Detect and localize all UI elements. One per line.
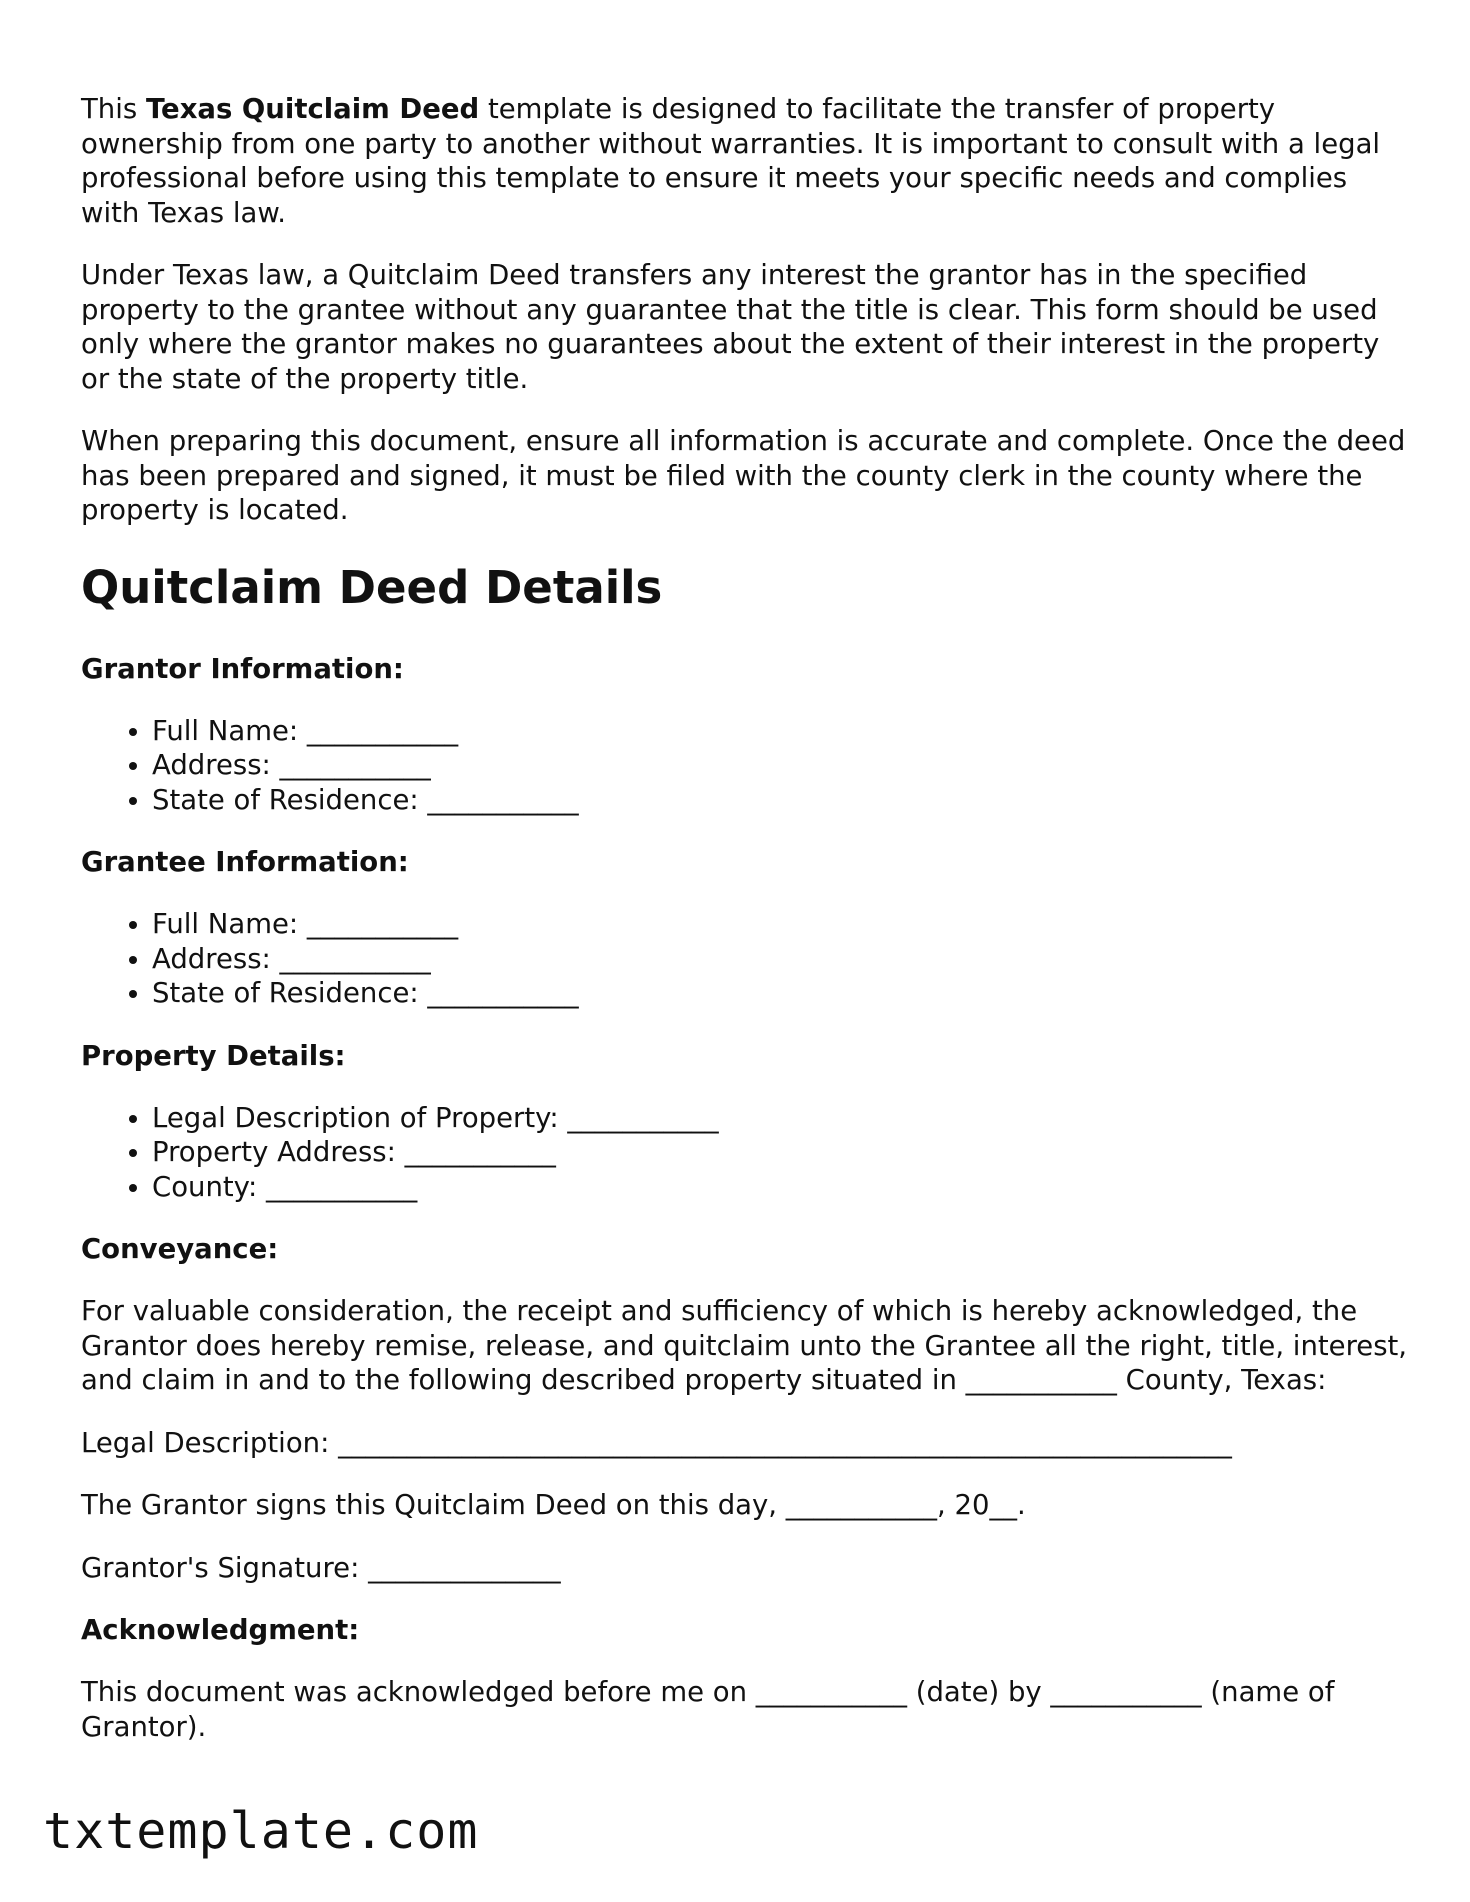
grantor-address: • Address: ___________ — [152, 748, 1411, 783]
intro-paragraph-3: When preparing this document, ensure all information is accurate and complete. Once the deed has been prepared and signed, it must be filed with the county clerk in the county where the property is located. — [81, 425, 1406, 526]
grantee-field-list — [81, 907, 1411, 1011]
acknowledgment-heading: Acknowledgment: — [81, 1614, 360, 1646]
intro-p1-bold: Texas Quitclaim Deed — [145, 93, 480, 125]
property-heading: Property Details: — [81, 1039, 346, 1072]
conveyance-heading: Conveyance: — [81, 1233, 279, 1265]
property-address: • Property Address: ___________ — [152, 1135, 1411, 1170]
conveyance-text: For valuable consideration, the receipt and sufficiency of which is hereby acknowledged, the Grantor does hereby remise, release, and quitclaim unto the Grantee all the right, title, interest, and claim in and to the following described property situated in ___________ County, Texas: — [81, 1295, 1408, 1396]
intro-p1-suffix: template is designed to facilitate the transfer of property ownership from one party to another without warranties. It is important to consult with a legal professional before using this template to ensure it meets your specific needs and complies with Texas law. — [81, 93, 1381, 229]
intro-paragraph-2: Under Texas law, a Quitclaim Deed transfers any interest the grantor has in the specified property to the grantee without any guarantee that the title is clear. This form should be used only where the grantor makes no guarantees about the extent of their interest in the property or the state of the property title. — [81, 259, 1380, 395]
grantor-field-list — [81, 714, 1411, 818]
grantee-full-name: • Full Name: ___________ — [152, 907, 1411, 942]
grantor-full-name: • Full Name: ___________ — [152, 714, 1411, 749]
grantee-state: • State of Residence: ___________ — [152, 976, 1411, 1011]
grantor-signature-line: Grantor's Signature: ______________ — [81, 1551, 561, 1584]
watermark-text: txtemplate.com — [43, 1802, 479, 1860]
grantor-state: • State of Residence: ___________ — [152, 783, 1411, 818]
grantee-heading: Grantee Information: — [81, 846, 409, 878]
grantee-address: • Address: ___________ — [152, 942, 1411, 977]
document-page — [81, 92, 1411, 1772]
acknowledgment-text: This document was acknowledged before me on ___________ (date) by ___________ (name of Grantor). — [81, 1676, 1335, 1743]
intro-paragraph-1 — [81, 92, 1411, 230]
intro-p1-prefix: This — [81, 93, 146, 125]
page-title: Quitclaim Deed Details — [81, 560, 663, 614]
signing-date-line: The Grantor signs this Quitclaim Deed on this day, ___________, 20__. — [81, 1489, 1026, 1521]
legal-description-line: Legal Description: _________________________________________________________________ — [81, 1426, 1232, 1459]
grantor-heading: Grantor Information: — [81, 652, 404, 685]
property-legal-description: • Legal Description of Property: ___________ — [152, 1101, 1411, 1136]
property-county: • County: ___________ — [152, 1170, 1411, 1205]
property-field-list — [81, 1101, 1411, 1205]
